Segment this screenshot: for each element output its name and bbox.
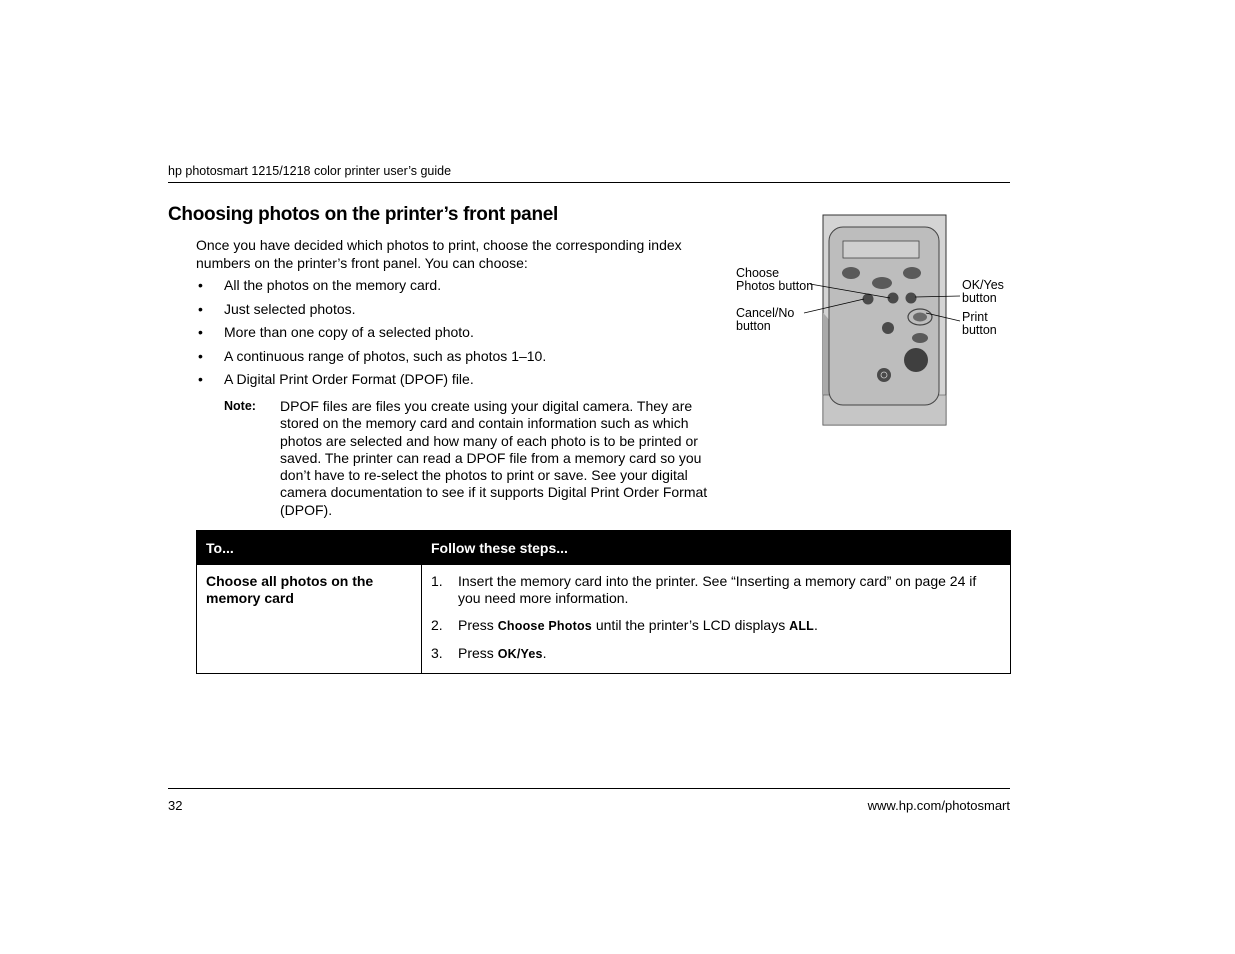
list-item-text: Just selected photos. [224, 300, 356, 317]
page-title: Choosing photos on the printer’s front panel [168, 204, 559, 225]
intro-paragraph: Once you have decided which photos to print, choose the corresponding index numbers on the printer’s front panel. You can choose: [196, 237, 682, 271]
step-text-part: Press [458, 617, 498, 633]
callout-line: Photos button [736, 278, 814, 293]
table-header-cell: Follow these steps... [422, 531, 1011, 565]
step-text-part: . [814, 617, 818, 633]
callout-line: button [736, 318, 771, 333]
note-text: DPOF files are files you create using your digital camera. They are stored on the memory card and contain information such as which photos are selected and how many of each photo is to be printed or saved. The printer can read a DPOF file from a memory card so you don’t have to re-select the photos to print or save. See your digital camera documentation to see if it supports Digital Print Order Format (DPOF). [280, 398, 708, 518]
ok-yes-button [906, 293, 917, 304]
step-number: 1. [431, 573, 443, 589]
rocker-button [872, 277, 892, 289]
power-button [877, 368, 891, 382]
list-item-text: A Digital Print Order Format (DPOF) file. [224, 371, 474, 387]
running-header: hp photosmart 1215/1218 color printer user’s guide [168, 164, 452, 178]
callout-line: button [962, 290, 997, 305]
step-number: 3. [431, 645, 443, 661]
table-row [197, 565, 1011, 674]
table-header-cell: To... [197, 531, 422, 565]
step-text: Insert the memory card into the printer. See “Inserting a memory card” on page 24 if you need more information. [458, 573, 977, 606]
callout-line: button [962, 322, 997, 337]
list-item [196, 277, 716, 301]
list-item-text: A continuous range of photos, such as photos 1–10. [224, 347, 547, 364]
panel-button [882, 322, 894, 334]
callout-line: OK/Yes [962, 278, 1004, 292]
bullet: • [198, 324, 203, 340]
keyword: Choose Photos [497, 619, 592, 633]
steps-table [196, 530, 1011, 674]
rocker-button [903, 267, 921, 279]
list-item [196, 324, 716, 348]
task-cell: Choose all photos on the memory card [197, 565, 422, 674]
note-label: Note: [224, 399, 256, 413]
large-round-button [904, 348, 928, 372]
rocker-button [842, 267, 860, 279]
bullet: • [198, 300, 203, 317]
step-item [431, 617, 1001, 635]
options-list [196, 277, 716, 395]
table-header-row [197, 531, 1011, 565]
printer-panel-illustration [736, 213, 1016, 427]
header-rule [168, 182, 1010, 183]
list-item [196, 348, 716, 372]
list-item [196, 301, 716, 325]
step-text-part: . [542, 645, 547, 661]
printer-front-panel-figure [736, 213, 1016, 427]
keyword: ALL [789, 619, 815, 633]
footer-rule [168, 788, 1010, 789]
list-item-text: More than one copy of a selected photo. [224, 324, 474, 340]
step-item [431, 645, 1001, 663]
step-text-part: until the printer’s LCD displays [591, 617, 790, 633]
step-number: 2. [431, 617, 443, 633]
bullet: • [198, 347, 203, 364]
rocker-button [912, 333, 928, 343]
callout-line: Choose [736, 266, 780, 280]
step-text-part: Press [458, 645, 498, 661]
steps-cell [422, 565, 1011, 674]
list-item-text: All the photos on the memory card. [224, 277, 442, 293]
bullet: • [198, 371, 203, 387]
callout-line: Print [962, 310, 988, 324]
lcd-display [843, 241, 919, 258]
keyword: OK/Yes [497, 647, 543, 661]
page-number: 32 [168, 798, 183, 813]
step-item [431, 573, 1001, 607]
footer-url: www.hp.com/photosmart [867, 798, 1010, 813]
print-button [913, 313, 927, 322]
bullet: • [198, 277, 203, 293]
list-item [196, 371, 716, 395]
callout-line: Cancel/No [736, 306, 795, 320]
